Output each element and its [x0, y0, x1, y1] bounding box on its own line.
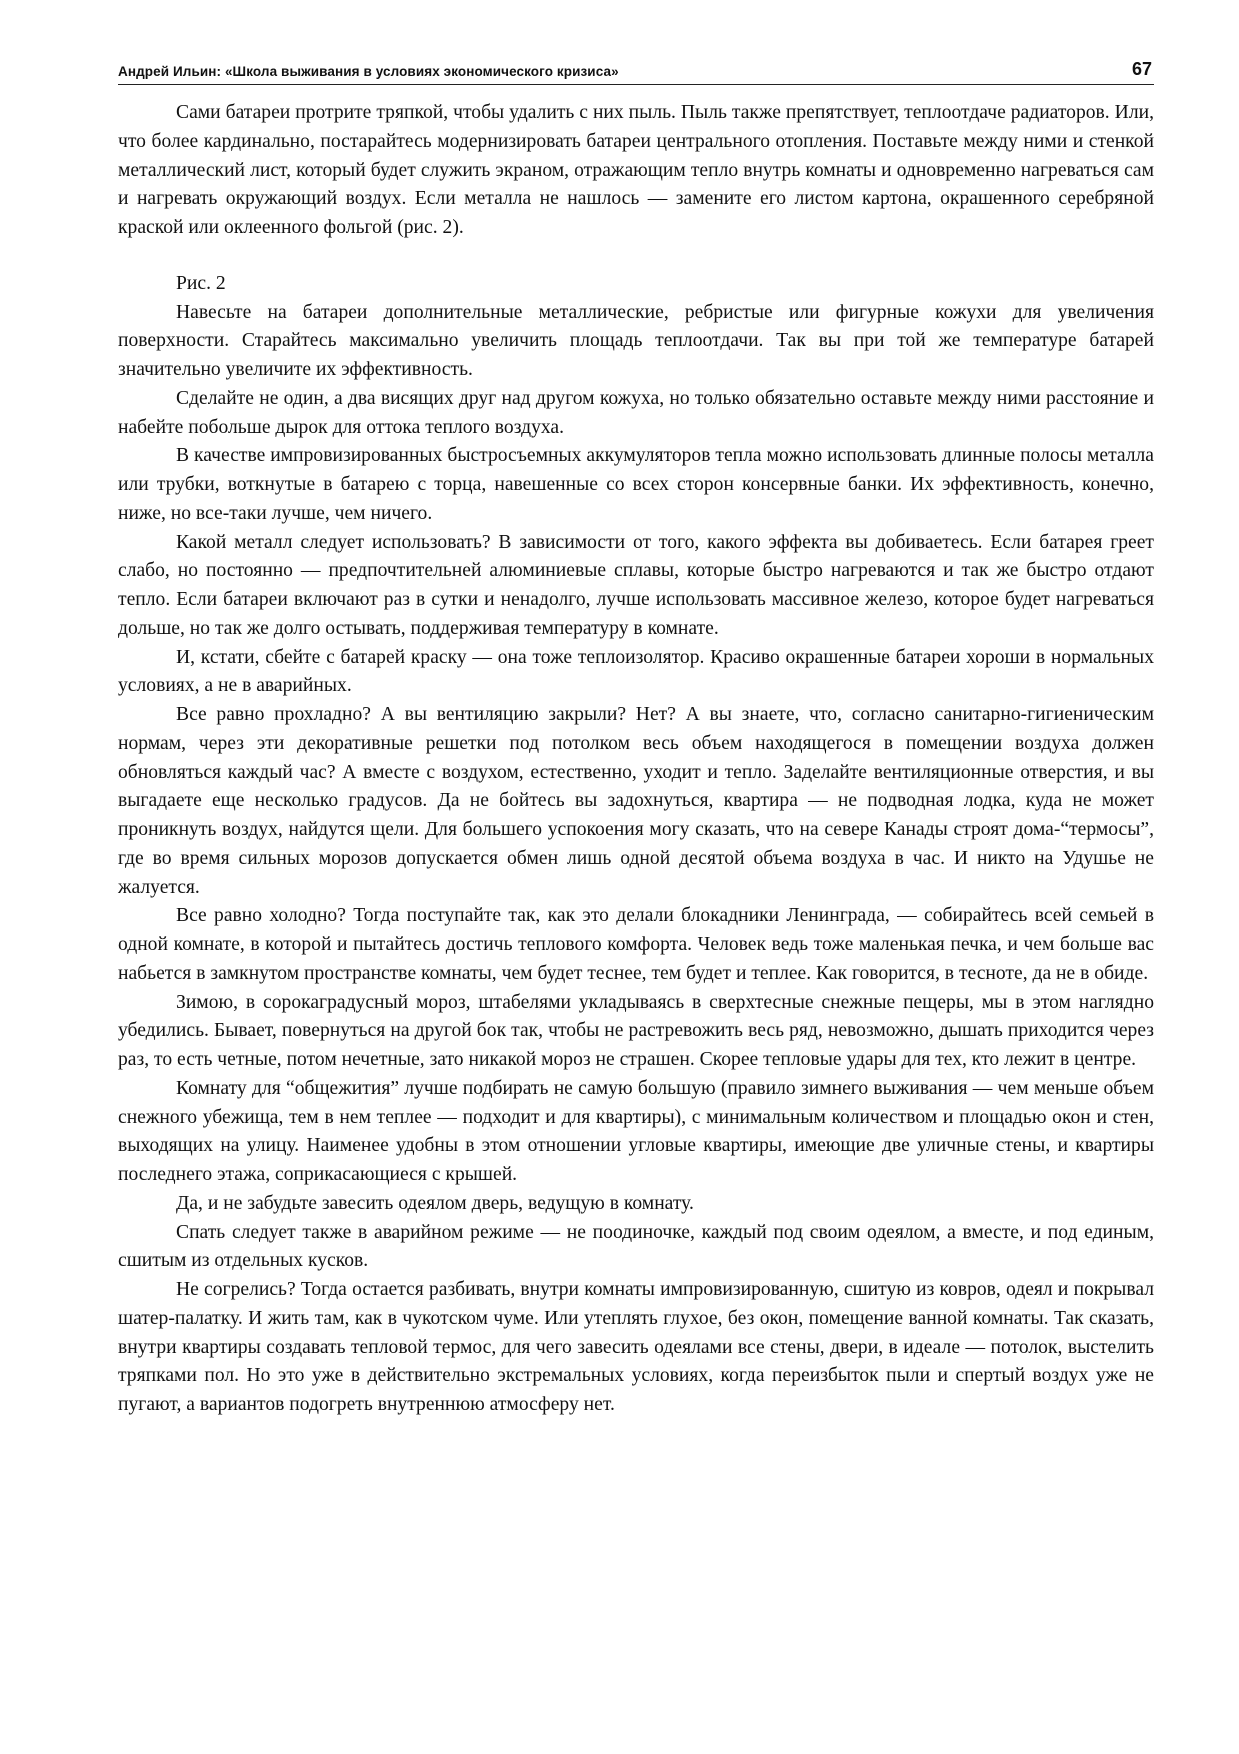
paragraph: Какой металл следует использовать? В зависимости от того, какого эффекта вы добиваетесь. Если батарея греет слабо, но постоянно — предпочтительней алюминиевые сплавы, которые быстро нагреваются и так же быстро отдают тепло. Если батареи включают раз в сутки и ненадолго, лучше использовать массивное железо, которое будет нагреваться дольше, но так же долго остывать, поддерживая температуру в комнате.: [118, 531, 1154, 639]
paragraph: Все равно прохладно? А вы вентиляцию закрыли? Нет? А вы знаете, что, согласно санитарно-гигиеническим нормам, через эти декоративные решетки под потолком весь объем находящегося в помещении воздуха должен обновляться каждый час? А вместе с воздухом, естественно, уходит и тепло. Заделайте вентиляционные отверстия, и вы выгадаете еще несколько градусов. Да не бойтесь вы задохнуться, квартира — не подводная лодка, куда не может проникнуть воздух, найдутся щели. Для большего успокоения могу сказать, что на севере Канады строят дома-“термосы”, где во время сильных морозов допускается обмен лишь одной десятой объема воздуха в час. И никто на Удушье не жалуется.: [118, 704, 1154, 898]
paragraph: И, кстати, сбейте с батарей краску — она тоже теплоизолятор. Красиво окрашенные батареи хороши в нормальных условиях, а не в аварийных.: [118, 646, 1154, 697]
paragraph: Сделайте не один, а два висящих друг над другом кожуха, но только обязательно оставьте между ними расстояние и набейте побольше дырок для оттока теплого воздуха.: [118, 387, 1154, 438]
paragraph: Да, и не забудьте завесить одеялом дверь, ведущую в комнату.: [176, 1192, 694, 1214]
paragraph: Не согрелись? Тогда остается разбивать, внутри комнаты импровизированную, сшитую из ковров, одеял и покрывал шатер-палатку. И жить там, как в чукотском чуме. Или утеплять глухое, без окон, помещение ванной комнаты. Так сказать, внутри квартиры создавать тепловой термос, для чего завесить одеялами все стены, двери, в идеале — потолок, выстелить тряпками пол. Но это уже в действительно экстремальных условиях, когда переизбыток пыли и спертый воздух уже не пугают, а вариантов подогреть внутреннюю атмосферу нет.: [118, 1279, 1154, 1415]
paragraph: Сами батареи протрите тряпкой, чтобы удалить с них пыль. Пыль также препятствует, теплоотдаче радиаторов. Или, что более кардинально, постарайтесь модернизировать батареи центрального отопления. Поставьте между ними и стенкой металлический лист, который будет служить экраном, отражающим тепло внутрь комнаты и одновременно нагреваться сам и нагревать окружающий воздух. Если металла не нашлось — замените его листом картона, окрашенного серебряной краской или оклеенного фольгой (рис. 2).: [118, 102, 1154, 238]
paragraph: Спать следует также в аварийном режиме — не поодиночке, каждый под своим одеялом, а вместе, и под единым, сшитым из отдельных кусков.: [118, 1221, 1154, 1272]
paragraph: В качестве импровизированных быстросъемных аккумуляторов тепла можно использовать длинные полосы металла или трубки, воткнутые в батарею с торца, навешенные со всех сторон консервные банки. Их эффективность, конечно, ниже, но все-таки лучше, чем ничего.: [118, 445, 1154, 524]
paragraph: Все равно холодно? Тогда поступайте так, как это делали блокадники Ленинграда, — собирайтесь всей семьей в одной комнате, в которой и пытайтесь достичь теплового комфорта. Человек ведь тоже маленькая печка, и чем больше вас набьется в замкнутом пространстве комнаты, чем будет теснее, тем будет и теплее. Как говорится, в тесноте, да не в обиде.: [118, 905, 1154, 984]
page-number: 67: [1131, 59, 1152, 79]
paragraph: Комнату для “общежития” лучше подбирать не самую большую (правило зимнего выживания — чем меньше объем снежного убежища, тем в нем теплее — подходит и для квартиры), с минимальным количеством и площадью окон и стен, выходящих на улицу. Наименее удобны в этом отношении угловые квартиры, имеющие две уличные стены, и квартиры последнего этажа, соприкасающиеся с крышей.: [118, 1077, 1154, 1185]
paragraph: Навесьте на батареи дополнительные металлические, ребристые или фигурные кожухи для увеличения поверхности. Старайтесь максимально увеличить площадь теплоотдачи. Так вы при той же температуре батарей значительно увеличите их эффективность.: [118, 301, 1154, 380]
figure-caption: Рис. 2: [176, 272, 226, 294]
paragraph: Зимою, в сорокаградусный мороз, штабелями укладываясь в сверхтесные снежные пещеры, мы в этом наглядно убедились. Бывает, повернуться на другой бок так, чтобы не растревожить весь ряд, невозможно, дышать приходится через раз, то есть четные, потом нечетные, зато никакой мороз не страшен. Скорее тепловые удары для тех, кто лежит в центре.: [118, 991, 1154, 1070]
body-text: [118, 99, 1154, 1420]
page-header: [118, 54, 1154, 85]
document-page: [118, 0, 1154, 1754]
running-title: Андрей Ильин: «Школа выживания в условиях экономического кризиса»: [118, 64, 619, 79]
